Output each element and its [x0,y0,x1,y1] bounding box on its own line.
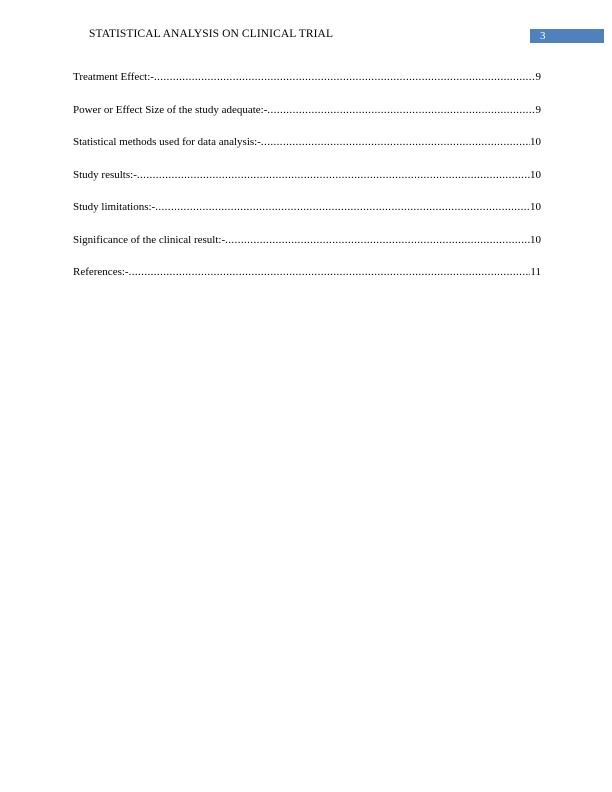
toc-entry-page: 10 [530,233,541,246]
toc-entry-references[interactable] [73,266,541,299]
toc-entry-statistical-methods[interactable] [73,136,541,169]
toc-entry-title: Study limitations:- [73,201,156,213]
toc-entry-title: Treatment Effect:- [73,71,154,83]
toc-entry-study-results[interactable] [73,169,541,202]
toc-entry-clinical-significance[interactable] [73,234,541,267]
toc-dot-leader [225,234,530,246]
toc-entry-page: 9 [535,103,541,116]
toc-entry-title: Significance of the clinical result:- [73,233,226,246]
toc-entry-title: Statistical methods used for data analysis:- [73,136,261,148]
table-of-contents [73,71,541,299]
toc-entry-treatment-effect[interactable] [73,71,541,104]
toc-dot-leader [129,266,531,278]
page-number: 3 [540,30,546,42]
toc-entry-title: Power or Effect Size of the study adequate:- [73,103,268,116]
toc-entry-study-limitations[interactable] [73,201,541,234]
toc-entry-page: 9 [535,71,541,83]
toc-entry-page: 11 [530,266,541,278]
toc-dot-leader [261,136,530,148]
toc-entry-title: References:- [73,266,129,278]
toc-entry-page: 10 [530,136,541,148]
toc-entry-power-effect-size[interactable] [73,104,541,137]
toc-entry-title: Study results:- [73,168,137,181]
toc-entry-page: 10 [530,201,541,213]
toc-dot-leader [155,201,530,213]
page-number-badge [530,29,604,43]
toc-dot-leader [267,104,535,116]
toc-entry-page: 10 [530,168,541,181]
toc-dot-leader [137,169,530,181]
toc-dot-leader [154,71,536,83]
running-header-title: STATISTICAL ANALYSIS ON CLINICAL TRIAL [89,28,334,40]
